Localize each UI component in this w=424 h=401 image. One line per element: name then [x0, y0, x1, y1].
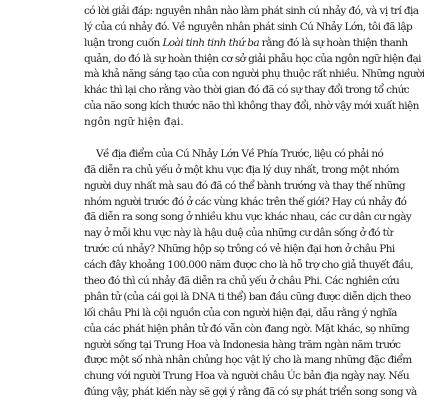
text-line: Về địa điểm của Cú Nhảy Lớn Về Phía Trước, liệu có phải nó	[96, 147, 384, 160]
text-line: khác thì lại cho rằng vào thời gian đó đã có sự thay đổi trong tổ chức	[84, 84, 410, 97]
text-line: người duy nhất mà sau đó đã có thể bành trướng và thay thế những	[84, 179, 406, 192]
text-line-with-book-title	[84, 36, 408, 52]
text-line: mà khả năng sáng tạo của con người phụ thuộc rất nhiều. Những người	[84, 68, 424, 81]
text-line: nhóm người trước đó ở các vùng khác trên thế giới? Hay cú nhảy đó	[84, 195, 407, 208]
text-line: phân tử (của cái gọi là DNA ti thể) ban đầu cũng được diễn dịch theo	[84, 290, 411, 303]
text-line: theo đó thì cú nhảy đã diễn ra chủ yếu ở châu Phi. Các nghiên cứu	[84, 275, 400, 288]
text-line: lý của cú nhảy đó. Về nguyên nhân phát sinh Cú Nhảy Lớn, tôi đã lập	[84, 20, 413, 33]
text-line: đã diễn ra song song ở nhiều khu vực khác nhau, các cư dân cư ngày	[84, 211, 412, 224]
text-line: ngôn ngữ hiện đại.	[84, 116, 184, 129]
text-line: chung với người Trung Hoa và người châu Úc bản địa ngày nay. Nếu	[84, 370, 410, 383]
text-line: lối châu Phi là cội nguồn của con người hiện đại, dẫu rằng ý nghĩa	[84, 306, 397, 319]
text-column	[84, 0, 424, 401]
text-line: đúng vậy, phát kiến này sẽ gợi ý rằng đã có sự phát triển song song và	[84, 386, 417, 399]
book-title: Loài tinh tinh thứ ba	[162, 36, 260, 49]
text-fragment: rằng đó là sự hoàn thiện thanh	[259, 36, 408, 49]
text-line: của não song kích thước não thì không thay đổi, nhờ vậy mới xuất hiện	[84, 100, 419, 113]
paragraph-gap	[84, 131, 316, 147]
text-line: quản, do đó là sự hoàn thiện cơ sở giải phẫu học của ngôn ngữ hiện đại	[84, 52, 421, 65]
text-line: cách đây khoảng 100.000 năm được cho là hỗ trợ cho giả thuyết đầu,	[84, 259, 414, 272]
text-line: đã diễn ra chủ yếu ở một khu vực địa lý duy nhất, trong một nhóm	[84, 163, 399, 176]
text-line: nay ở mỗi khu vực này là hậu duệ của những cư dân sống ở đó từ	[84, 227, 393, 240]
text-line: người sống tại Trung Hoa và Indonesia hàng trăm ngàn năm trước	[84, 338, 401, 351]
text-line: trước cú nhảy? Những hộp sọ trông có vẻ hiện đại hơn ở châu Phi	[84, 243, 395, 256]
text-line: của các phát hiện phân tử đó vẫn còn đang ngờ. Mặt khác, sọ những	[84, 322, 410, 335]
paragraph-2	[84, 147, 417, 401]
text-line: có lời giải đáp: nguyên nhân nào làm phát sinh cú nhảy đó, và vị trí địa	[84, 4, 419, 17]
text-line: được một số nhà nhân chủng học vật lý cho là mang những đặc điểm	[84, 354, 412, 367]
text-fragment: luận trong cuốn	[84, 36, 163, 49]
paragraph-1	[84, 0, 424, 131]
